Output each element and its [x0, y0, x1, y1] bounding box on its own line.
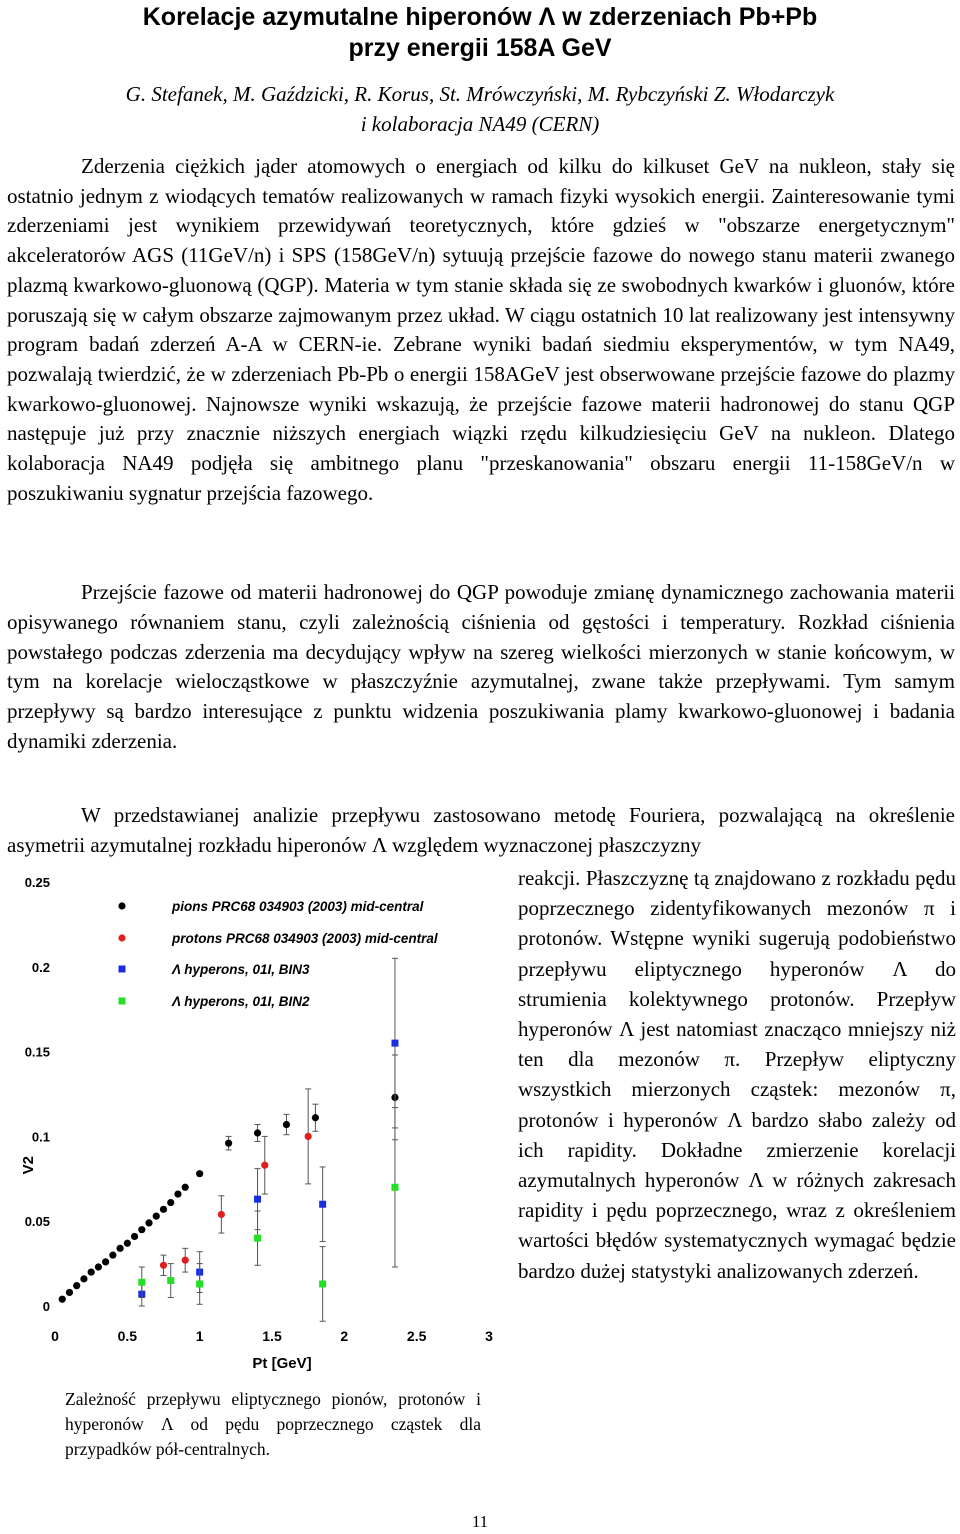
data-point: [182, 1257, 189, 1264]
title-line-2: przy energii 158A GeV: [348, 34, 612, 62]
data-point: [261, 1162, 268, 1169]
title-line-1: Korelacje azymutalne hiperonów Λ w zderzeniach Pb+Pb: [142, 3, 818, 31]
data-point: [305, 1133, 312, 1140]
data-point: [102, 1258, 109, 1265]
data-point: [109, 1252, 116, 1259]
data-point: [254, 1235, 261, 1242]
data-point: [160, 1206, 167, 1213]
data-point: [88, 1268, 95, 1275]
legend-label: Λ hyperons, 01I, BIN2: [172, 994, 310, 1009]
x-tick-label: 2.5: [406, 1328, 427, 1344]
data-point: [167, 1199, 174, 1206]
page-number: 11: [471, 1512, 489, 1531]
data-point: [124, 1240, 131, 1247]
y-tick-label: 0.15: [24, 1044, 50, 1060]
legend-label: Λ hyperons, 01I, BIN3: [172, 962, 310, 977]
data-point: [80, 1275, 87, 1282]
data-point: [312, 1114, 319, 1121]
data-point: [117, 1245, 124, 1252]
y-tick-label: 0.05: [24, 1214, 50, 1230]
data-point: [160, 1262, 167, 1269]
data-point: [153, 1213, 160, 1220]
data-point: [138, 1226, 145, 1233]
data-point: [218, 1211, 225, 1218]
data-point: [283, 1121, 290, 1128]
data-point: [138, 1279, 145, 1286]
data-point: [145, 1219, 152, 1226]
paragraph-2: Przejście fazowe od materii hadronowej do QGP powoduje zmianę dynamicznego zachowania materii opisywanego równaniem stanu, czyli zależnością ciśnienia od gęstości i temperatury. Rozkład ciśnienia powstałego podczas zderzenia ma decydujący wpływ na szereg wielkości mierzonych w stanie końcowym, w tym na korelacje wielocząstkowe w płaszczyźnie azymutalnej, zwane także przepływami. Tym samym przepływy są bardzo interesujące z punktu widzenia poszukiwania plamy kwarkowo-gluonowej i badania dynamiki zderzenia.: [7, 580, 955, 753]
x-tick-label: 1.5: [262, 1328, 282, 1344]
paragraph-3-intro: W przedstawianej analizie przepływu zastosowano metodę Fouriera, pozwalającą na określenie asymetrii azymutalnej rozkładu hiperonów Λ względem wyznaczonej płaszczyzny: [7, 803, 955, 857]
data-point: [225, 1140, 232, 1147]
x-tick-label: 0.5: [117, 1328, 138, 1344]
data-point: [167, 1277, 174, 1284]
figure-caption: Zależność przepływu eliptycznego pionów, protonów i hyperonów Λ od pędu poprzecznego cząstek dla przypadków pół-centralnych.: [65, 1389, 481, 1459]
legend-label: pions PRC68 034903 (2003) mid-central: [172, 899, 424, 914]
legend-marker: [119, 966, 126, 973]
legend-marker: [118, 902, 125, 909]
x-tick-label: 1: [195, 1328, 204, 1344]
paragraph-1: Zderzenia ciężkich jąder atomowych o energiach od kilku do kilkuset GeV na nukleon, stały się ostatnio jednym z wiodących tematów realizowanych w ramach fizyki wysokich energii. Zainteresowanie tymi zderzeniami jest wynikiem przewidywań teoretycznych, które gdzieś w "obszarze energetycznym" akceleratorów AGS (11GeV/n) i SPS (158GeV/n) sytuują przejście fazowe do nowego stanu materii zwanego plazmą kwarkowo-gluonową (QGP). Materia w tym stanie składa się ze swobodnych kwarków i gluonów, które poruszają się w całym obszarze zajmowanym przez układ. W ciągu ostatnich 10 lat realizowany jest intensywny program badań zderzeń A-A w CERN-ie. Zebrane wyniki badań siedmiu eksperymentów, w tym NA49, pozwalają twierdzić, że w zderzeniach Pb-Pb o energii 158AGeV jest obserwowane przejście fazowe do plazmy kwarkowo-gluonowej. Najnowsze wyniki wskazują, że przejście fazowe materii hadronowej do stanu QGP następuje już przy znacznie niższych energiach wiązki rzędu kilkudziesięciu GeV na nukleon. Dlatego kolaboracja NA49 podjęła się ambitnego planu "przeskanowania" obszaru energii 11-158GeV/n w poszukiwaniu sygnatur przejścia fazowego.: [7, 154, 955, 505]
authors: G. Stefanek, M. Gaździcki, R. Korus, St. Mrówczyński, M. Rybczyński Z. Włodarczyk: [125, 82, 835, 106]
data-point: [73, 1282, 80, 1289]
data-point: [66, 1289, 73, 1296]
data-point: [391, 1184, 398, 1191]
x-tick-label: 2: [340, 1328, 349, 1344]
data-point: [319, 1201, 326, 1208]
legend-label: protons PRC68 034903 (2003) mid-central: [172, 931, 438, 946]
x-tick-label: 0: [51, 1328, 59, 1344]
data-point: [196, 1280, 203, 1287]
y-tick-label: 0.25: [24, 875, 50, 890]
data-point: [196, 1170, 203, 1177]
data-point: [174, 1190, 181, 1197]
data-point: [254, 1129, 261, 1136]
y-tick-label: 0: [42, 1299, 50, 1314]
data-point: [391, 1040, 398, 1047]
data-point: [131, 1233, 138, 1240]
data-point: [182, 1184, 189, 1191]
data-point: [59, 1296, 66, 1303]
y-tick-label: 0.2: [31, 959, 50, 975]
y-tick-label: 0.1: [31, 1129, 50, 1145]
v2-vs-pt-chart: [0, 868, 505, 1383]
data-point: [95, 1263, 102, 1270]
affiliation: i kolaboracja NA49 (CERN): [360, 112, 600, 136]
legend-marker: [118, 934, 125, 941]
x-axis-label: Pt [GeV]: [252, 1355, 312, 1372]
y-axis-label: V2: [20, 1156, 37, 1175]
x-tick-label: 3: [485, 1328, 493, 1344]
paragraph-3-side: reakcji. Płaszczyznę tą znajdowano z rozkładu pędu poprzecznego zidentyfikowanych mezonów π i protonów. Wstępne wyniki sugerują podobieństwo przepływu eliptycznego hyperonów Λ do strumienia kolektywnego protonów. Przepływ hyperonów Λ jest natomiast znacząco mniejszy niż ten dla mezonów π. Przepływ eliptyczny wszystkich mierzonych cząstek: mezonów π, protonów i hyperonów Λ bardzo słabo zależy od ich rapidity. Dokładne zmierzenie korelacji azymutalnych hyperonów Λ w różnych zakresach rapidity i pędu poprzecznego, wraz z określeniem wartości błędów systematycznych wymagać będzie bardzo dużej statystyki analizowanych zderzeń.: [518, 866, 956, 1283]
data-point: [254, 1196, 261, 1203]
legend-marker: [119, 998, 126, 1005]
data-point: [319, 1280, 326, 1287]
